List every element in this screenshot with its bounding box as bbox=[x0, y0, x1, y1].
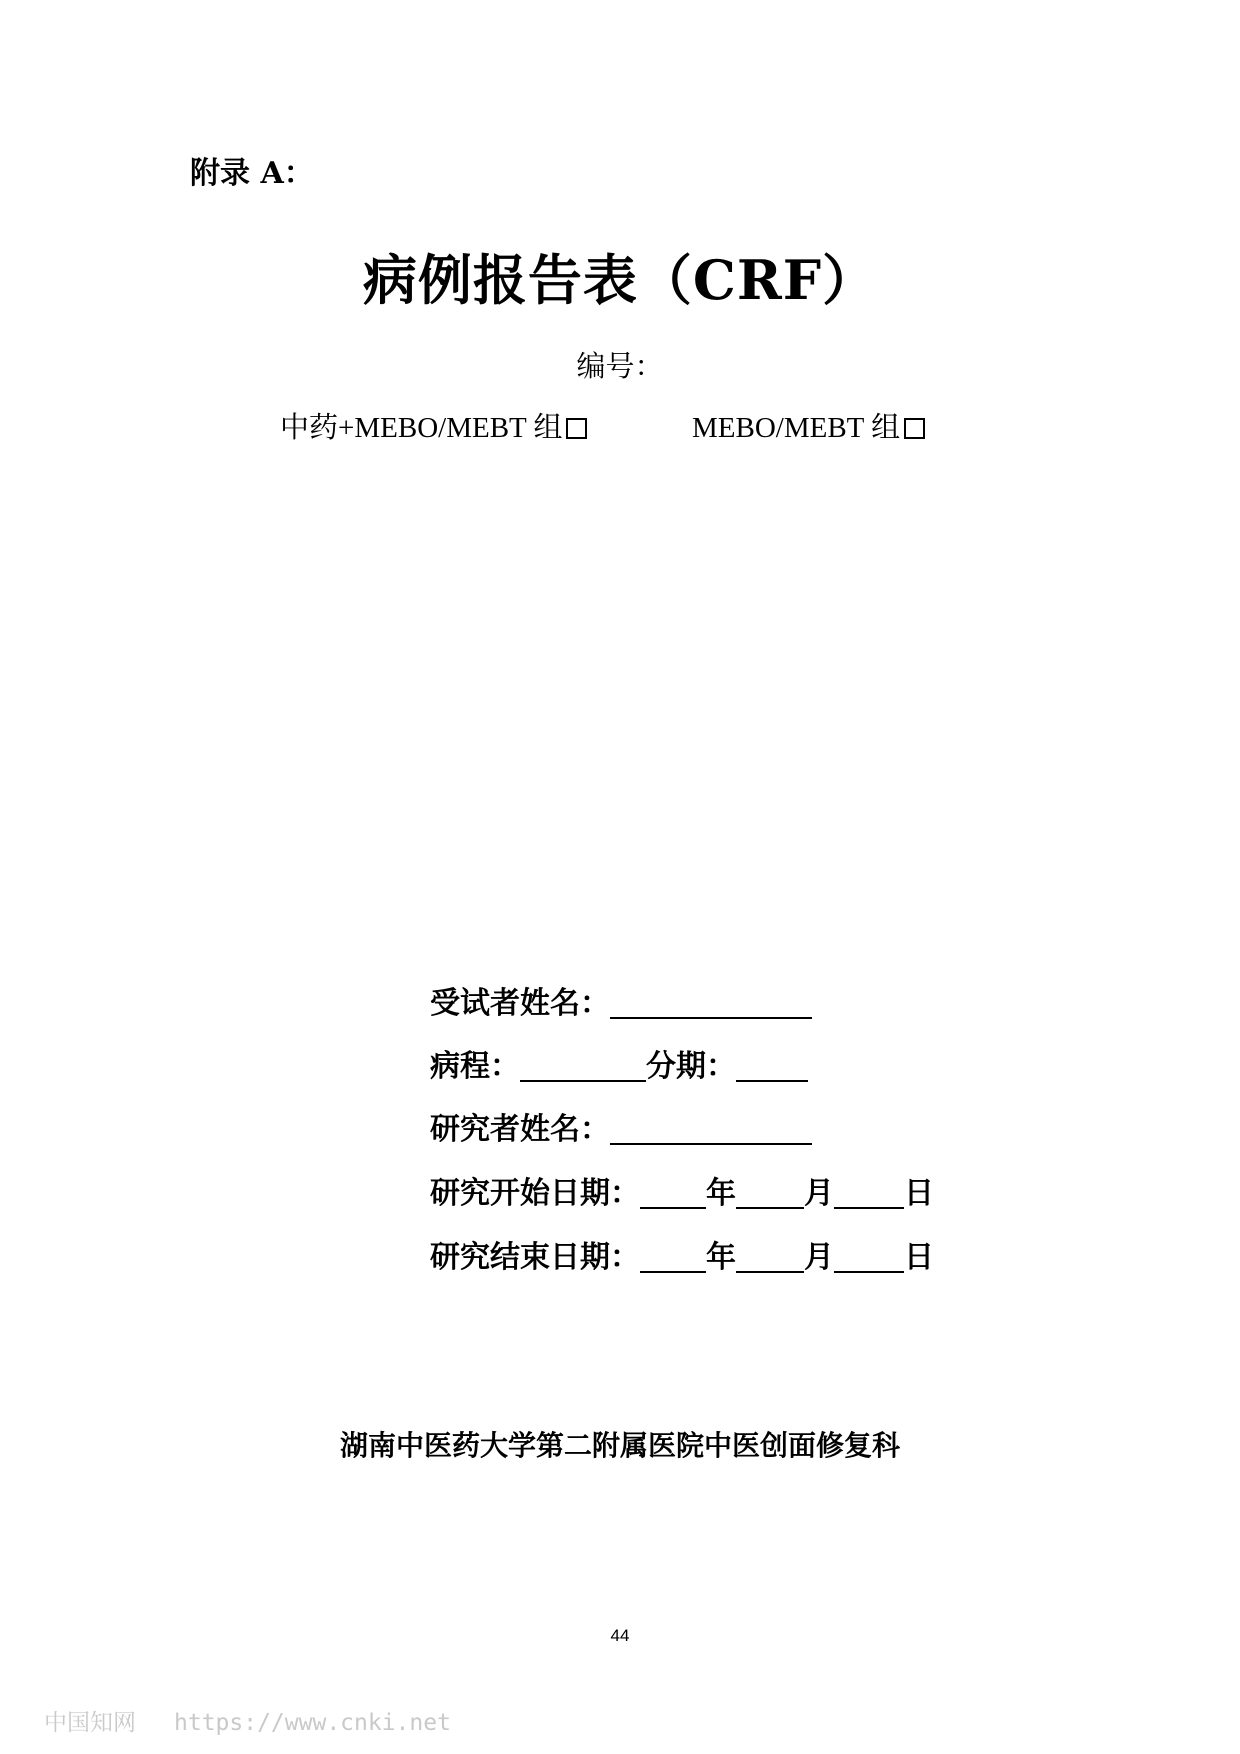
subject-name-row bbox=[430, 978, 812, 1022]
course-label: 病程： bbox=[430, 1049, 520, 1084]
start-year-field[interactable] bbox=[640, 1177, 706, 1209]
institution-name: 湖南中医药大学第二附属医院中医创面修复科 bbox=[339, 1429, 900, 1462]
end-day-field[interactable] bbox=[834, 1241, 904, 1273]
start-day-field[interactable] bbox=[834, 1177, 904, 1209]
page-number: 44 bbox=[610, 1626, 630, 1645]
year-label: 年 bbox=[706, 1240, 736, 1275]
researcher-name-row bbox=[430, 1104, 812, 1148]
course-field[interactable] bbox=[520, 1050, 646, 1082]
start-month-field[interactable] bbox=[736, 1177, 804, 1209]
month-label: 月 bbox=[804, 1240, 834, 1275]
group2-label: MEBO/MEBT 组 bbox=[692, 412, 901, 444]
group1-checkbox[interactable] bbox=[566, 418, 587, 439]
researcher-name-label: 研究者姓名： bbox=[430, 1112, 610, 1147]
researcher-name-field[interactable] bbox=[610, 1113, 812, 1145]
end-date-label: 研究结束日期： bbox=[430, 1240, 640, 1275]
end-month-field[interactable] bbox=[736, 1241, 804, 1273]
group2-checkbox[interactable] bbox=[904, 418, 925, 439]
year-label: 年 bbox=[706, 1176, 736, 1211]
appendix-label: 附录 A： bbox=[190, 156, 314, 191]
start-date-label: 研究开始日期： bbox=[430, 1176, 640, 1211]
start-date-row bbox=[430, 1168, 934, 1212]
page-title: 病例报告表（CRF） bbox=[362, 248, 878, 312]
month-label: 月 bbox=[804, 1176, 834, 1211]
end-year-field[interactable] bbox=[640, 1241, 706, 1273]
stage-label: 分期： bbox=[646, 1049, 736, 1084]
subject-name-field[interactable] bbox=[610, 987, 812, 1019]
day-label: 日 bbox=[904, 1240, 934, 1275]
end-date-row bbox=[430, 1232, 934, 1276]
watermark-brand: 中国知网 bbox=[44, 1710, 136, 1736]
watermark-url: https://www.cnki.net bbox=[174, 1710, 451, 1736]
stage-field[interactable] bbox=[736, 1050, 808, 1082]
number-label: 编号： bbox=[576, 349, 664, 383]
group1-label: 中药+MEBO/MEBT 组 bbox=[280, 412, 563, 444]
group1-option[interactable] bbox=[280, 405, 587, 446]
watermark bbox=[44, 1704, 451, 1737]
day-label: 日 bbox=[904, 1176, 934, 1211]
group2-option[interactable] bbox=[692, 405, 925, 446]
course-stage-row bbox=[430, 1041, 808, 1085]
subject-name-label: 受试者姓名： bbox=[430, 986, 610, 1021]
